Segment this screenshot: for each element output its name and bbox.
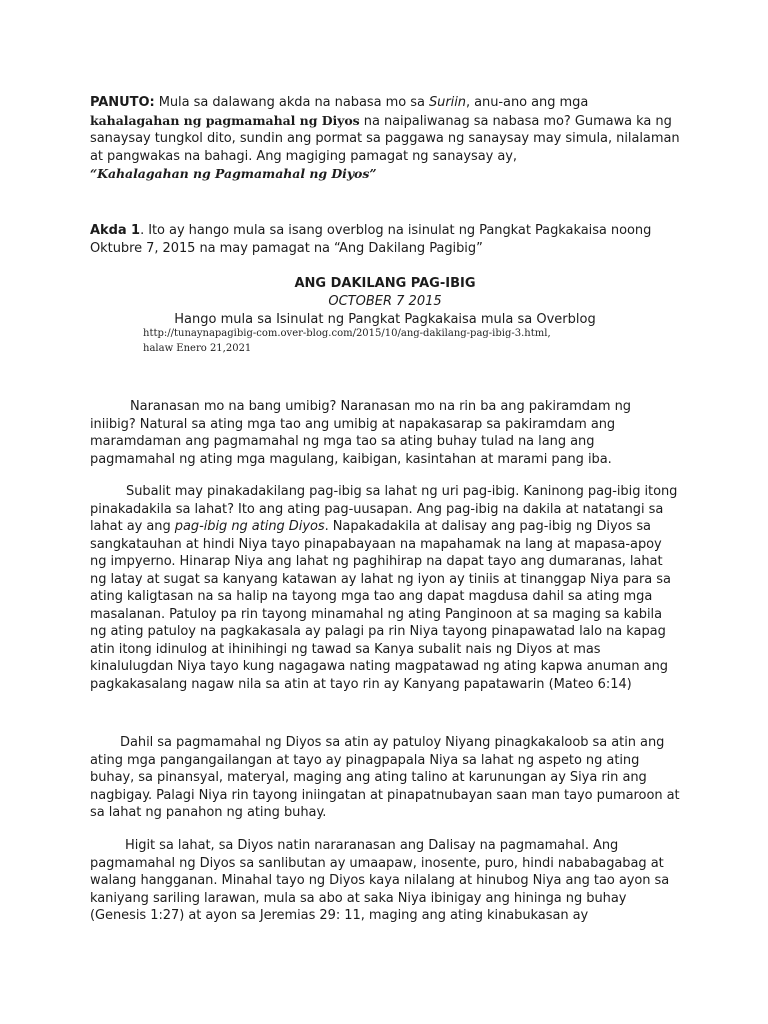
instructions-highlight: kahalagahan ng pagmamahal ng Diyos [90,112,360,128]
article-subtitle: Hango mula sa Isinulat ng Pangkat Pagkakaisa mula sa Overblog [174,312,596,327]
instructions-text-3: na naipaliwanag sa nabasa mo? Gumawa ka ng sanaysay tungkol dito, sundin ang pormat sa paggawa ng sanaysay may simula, nilalaman at pangwakas na bahagi. Ang magiging pamagat ng sanaysay ay, [90,113,680,164]
source-url: http://tunaynapagibig-com.over-blog.com/2015/10/ang-dakilang-pag-ibig-3.html, [143,328,551,339]
paragraph-1-text: Naranasan mo na bang umibig? Naranasan mo na rin ba ang pakiramdam ng iniibig? Natural sa ating mga tao ang umibig at napakasarap sa pakiramdam ang maramdaman ang pagmamahal ng mga tao sa ating buhay tulad na lang ang pagmamahal ng ating mga magulang, kaibigan, kasintahan at marami pang iba. [90,399,631,467]
instructions-text-1: Mula sa dalawang akda na nabasa mo sa [154,95,429,110]
paragraph-2-text-a: Subalit may pinakadakilang pag-ibig sa lahat ng uri pag-ibig. Kaninong pag-ibig itong pinakadakila sa lahat? Ito ang ating pag-uusapan. Ang pag-ibig na dakila at natatangi sa lahat ay ang [90,484,678,534]
paragraph-1 [90,398,680,468]
panuto-label: PANUTO: [90,95,155,110]
article-title: ANG DAKILANG PAG-IBIG [294,276,476,291]
instructions-text-2: , anu-ano ang mga [465,95,589,110]
source-retrieved-date: halaw Enero 21,2021 [143,343,252,354]
paragraph-2-emphasis: pag-ibig ng ating Diyos [174,519,325,534]
paragraph-4 [90,837,680,925]
article-date: OCTOBER 7 2015 [328,294,442,309]
paragraph-3-text: Dahil sa pagmamahal ng Diyos sa atin ay patuloy Niyang pinagkakaloob sa atin ang ating mga pangangailangan at tayo ay pinagpapala Niya sa lahat ng aspeto ng ating buhay, sa pinansyal, materyal, maging ang ating talino at karunungan ay Siya rin ang nagbigay. Palagi Niya rin tayong iniingatan at pinapatnubayan saan man tayo pumaroon at sa lahat ng panahon ng ating buhay. [90,735,680,820]
akda-text: . Ito ay hango mula sa isang overblog na isinulat ng Pangkat Pagkakaisa noong Oktubre 7, 2015 na may pamagat na “Ang Dakilang Pagibig” [90,223,652,256]
akda-paragraph [90,222,680,257]
paragraph-2 [90,483,680,693]
instructions-suriin: Suriin [428,95,466,110]
essay-title: “Kahalagahan ng Pagmamahal ng Diyos” [90,166,377,181]
paragraph-2-text-b: . Napakadakila at dalisay ang pag-ibig ng Diyos sa sangkatauhan at hindi Niya tayo pinapabayaan na mapahamak na lang at mapasa-apoy ng impyerno. Hinarap Niya ang lahat ng paghihirap na dapat tayo ang dumaranas, lahat ng latay at sugat sa kanyang katawan ay lahat ng iyon ay tiniis at tinanggap Niya para sa ating kaligtasan na sa halip na tayong mga tao ang dapat magdusa dahil sa ating mga masalanan. Patuloy pa rin tayong minamahal ng ating Panginoon at sa maging sa kabila ng ating patuloy na pagkakasala ay palagi pa rin Niya tayong pinapawatad lalo na kapag atin itong idinulog at ihinihingi ng tawad sa Kanya subalit nais ng Diyos at mas kinalulugdan Niya tayo kung nagagawa nating magpatawad ng ating kapwa anuman ang pagkakasalang nagaw nila sa atin at tayo rin ay Kanyang papatawarin (Mateo 6:14) [90,519,671,692]
paragraph-3 [90,734,680,822]
paragraph-4-text: Higit sa lahat, sa Diyos natin nararanasan ang Dalisay na pagmamahal. Ang pagmamahal ng Diyos sa sanlibutan ay umaapaw, inosente, puro, hindi nababagabag at walang hangganan. Minahal tayo ng Diyos kaya nilalang at hinubog Niya ang tao ayon sa kaniyang sariling larawan, mula sa abo at saka Niya ibinigay ang hininga ng buhay (Genesis 1:27) at ayon sa Jeremias 29: 11, maging ang ating kinabukasan ay [90,838,670,923]
akda-label: Akda 1 [90,223,141,238]
instructions-paragraph [90,94,680,184]
